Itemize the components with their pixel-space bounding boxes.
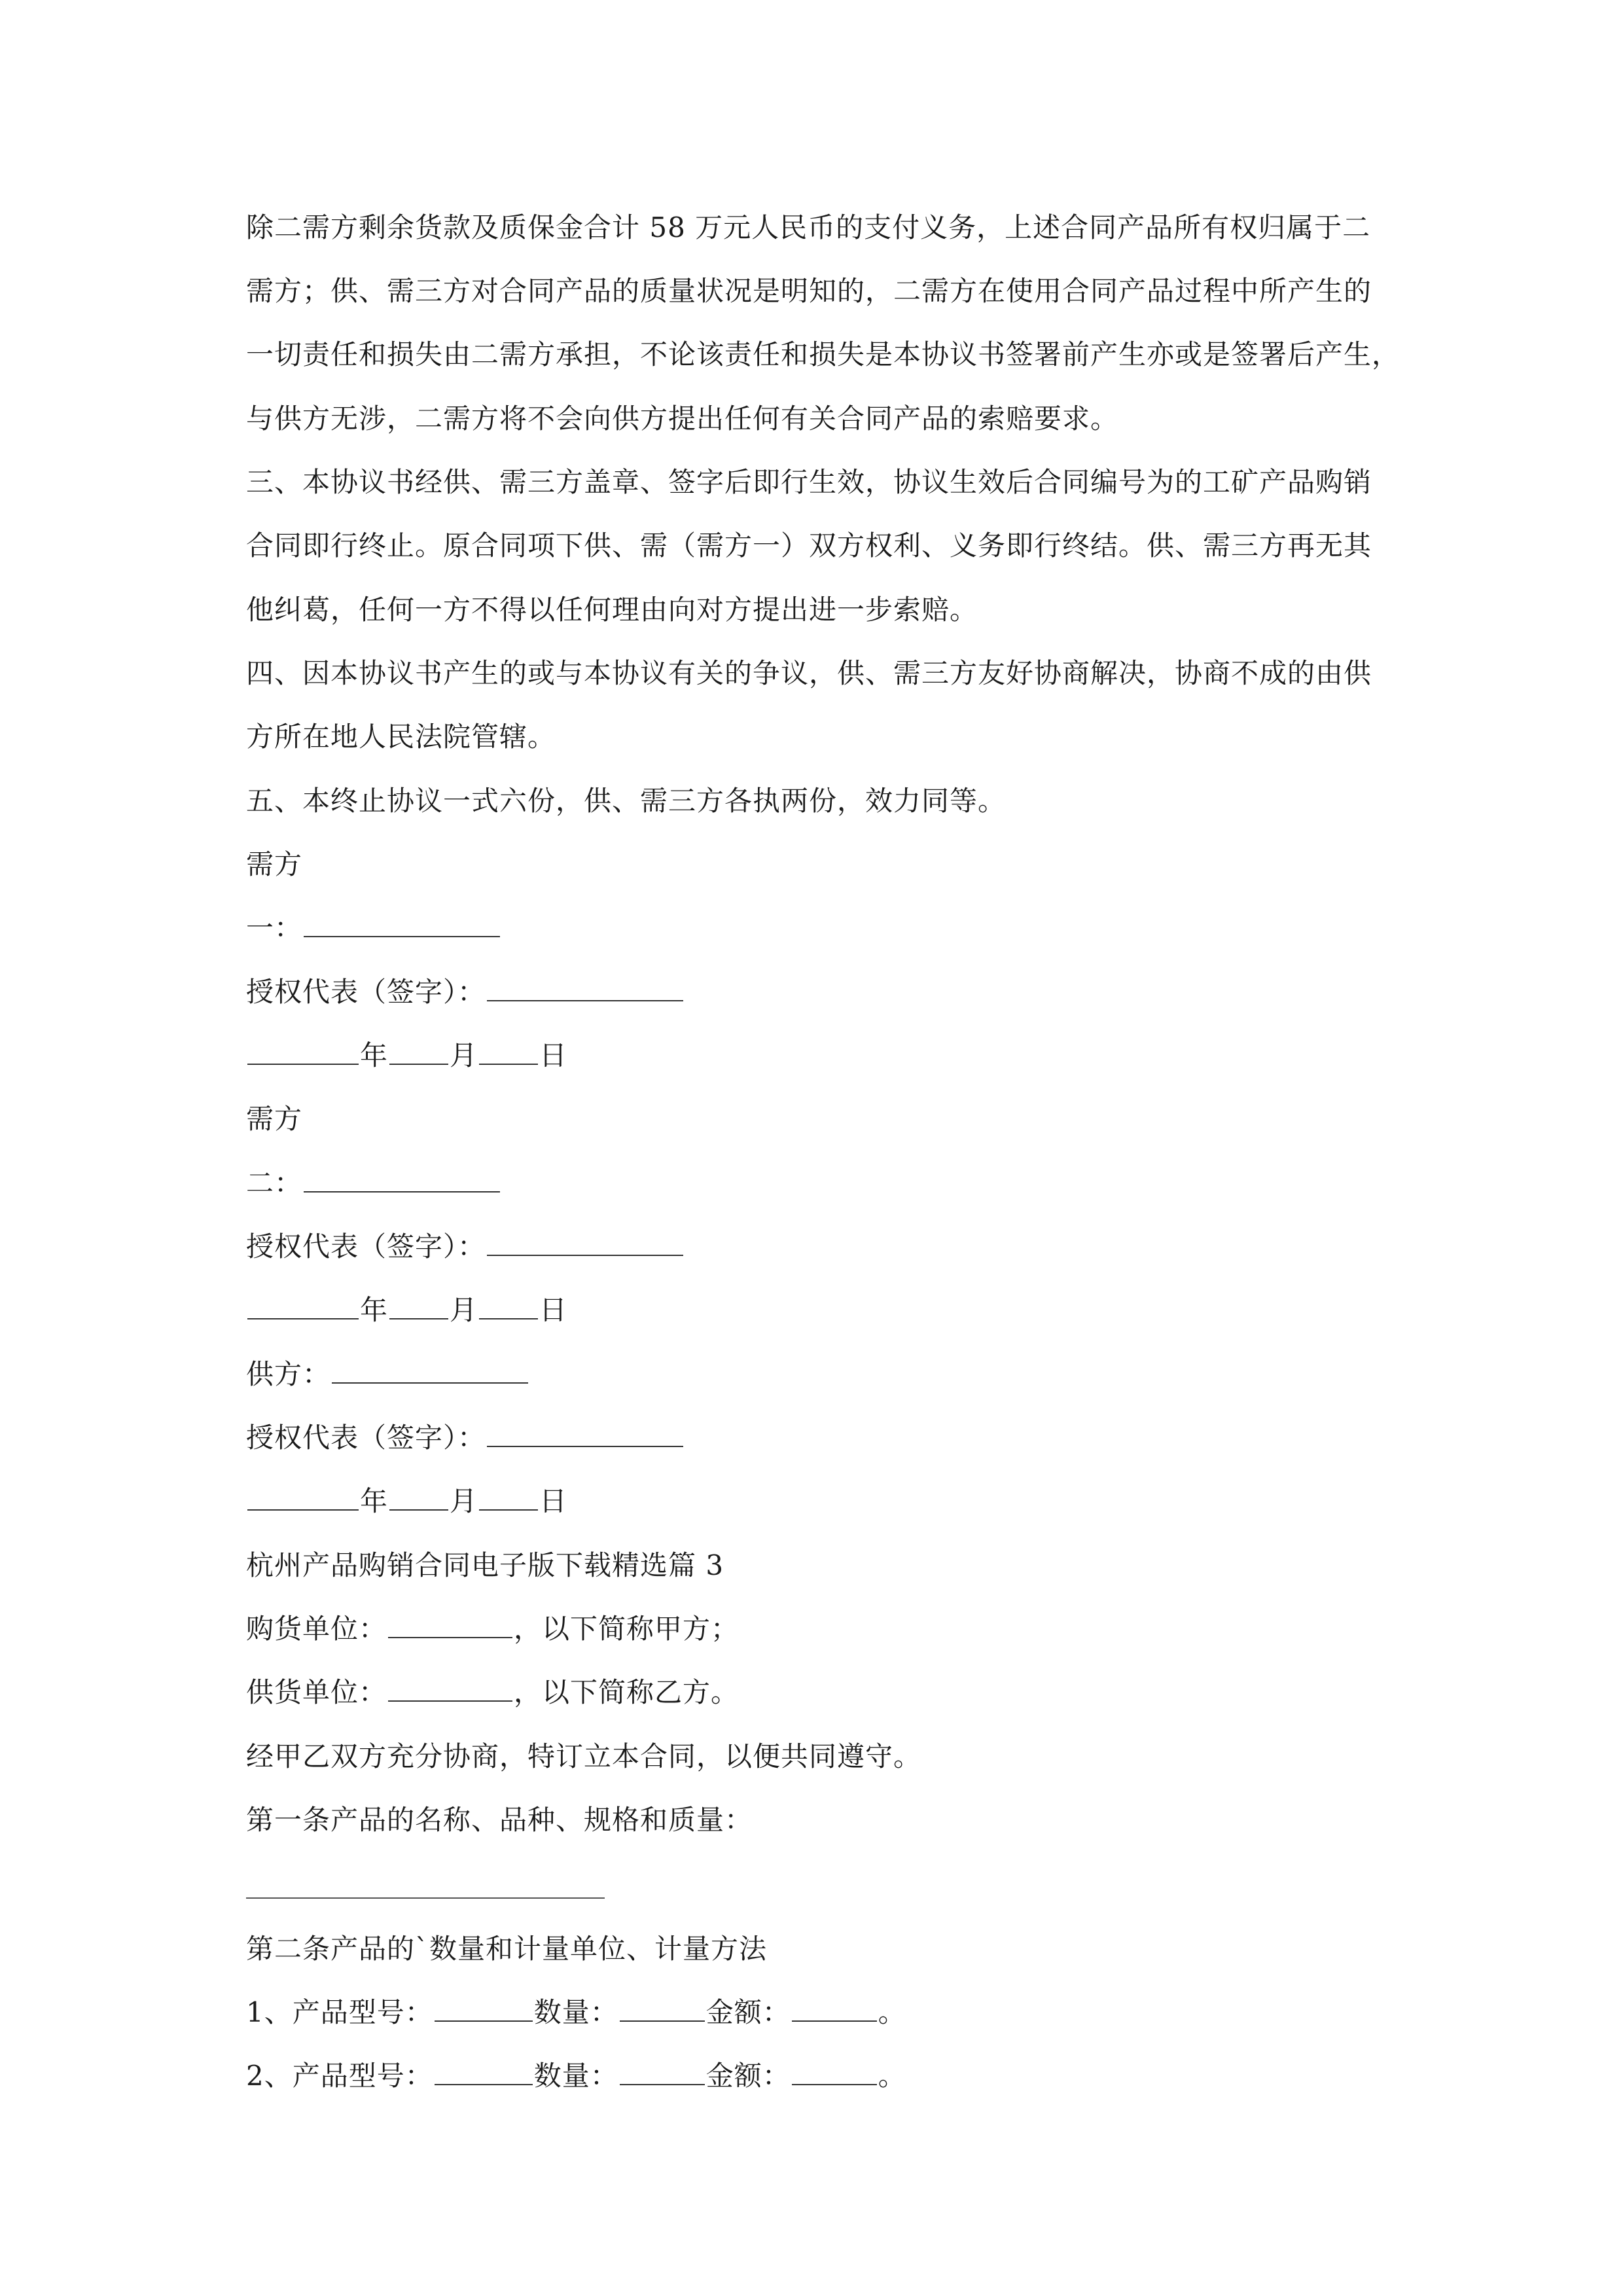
seller-day-blank[interactable] (479, 1483, 538, 1511)
buyer-unit-row (246, 1611, 739, 1647)
buyer-2-rep-row (246, 1229, 685, 1265)
seller-unit-label: 供货单位： (246, 1676, 387, 1708)
buyer-2-name-label: 二： (246, 1167, 303, 1199)
day-label: 日 (539, 1485, 568, 1517)
seller-name-row (246, 1356, 529, 1393)
seller-label: 供方： (246, 1358, 331, 1390)
year-label: 年 (360, 1485, 389, 1517)
buyer-1-day-blank[interactable] (479, 1037, 538, 1065)
item-2-model-label: 2、产品型号： (246, 2060, 433, 2092)
month-label: 月 (450, 1039, 478, 1071)
buyer-1-date-row (246, 1037, 567, 1074)
clause-3-line-2: 合同即行终止。原合同项下供、需（需方一）双方权利、义务即行终结。供、需三方再无其 (246, 529, 1372, 562)
buyer-2-date-row (246, 1292, 567, 1329)
buyer-unit-blank[interactable] (388, 1611, 512, 1638)
seller-name-blank[interactable] (332, 1356, 528, 1384)
buyer-2-signature-blank[interactable] (487, 1229, 683, 1256)
buyer-unit-suffix: ，以下简称甲方； (514, 1613, 740, 1645)
seller-signature-blank[interactable] (487, 1420, 683, 1447)
buyer-1-rep-row (246, 974, 685, 1011)
contract-intro: 经甲乙双方充分协商，特订立本合同，以便共同遵守。 (246, 1740, 922, 1772)
item-1-amount-blank[interactable] (792, 1994, 877, 2022)
clause-3-line-1: 三、本协议书经供、需三方盖章、签字后即行生效，协议生效后合同编号为的工矿产品购销 (246, 466, 1372, 498)
item-2-row (246, 2058, 906, 2094)
item-1-model-blank[interactable] (435, 1994, 533, 2022)
seller-date-row (246, 1483, 567, 1520)
item-1-row (246, 1994, 906, 2031)
buyer-2-day-blank[interactable] (479, 1292, 538, 1319)
article-1-blank-line[interactable] (246, 1897, 605, 1899)
item-1-qty-blank[interactable] (620, 1994, 705, 2022)
day-label: 日 (539, 1039, 568, 1071)
clause-4-line-2: 方所在地人民法院管辖。 (246, 721, 556, 753)
paragraph-2-line-1: 除二需方剩余货款及质保金合计 58 万元人民币的支付义务，上述合同产品所有权归属于二 (246, 211, 1371, 243)
buyer-1-year-blank[interactable] (247, 1037, 359, 1065)
year-label: 年 (360, 1039, 389, 1071)
item-2-qty-label: 数量： (533, 2060, 618, 2092)
buyer-2-month-blank[interactable] (389, 1292, 448, 1319)
article-1: 第一条产品的名称、品种、规格和质量： (246, 1804, 753, 1836)
buyer-2-label: 需方 (246, 1103, 303, 1135)
article-2: 第二条产品的`数量和计量单位、计量方法 (246, 1933, 768, 1965)
buyer-2-name-blank[interactable] (304, 1165, 500, 1193)
year-label: 年 (360, 1294, 389, 1326)
item-2-qty-blank[interactable] (620, 2058, 705, 2085)
section-heading: 杭州产品购销合同电子版下载精选篇 3 (246, 1549, 724, 1581)
paragraph-2-line-2: 需方；供、需三方对合同产品的质量状况是明知的，二需方在使用合同产品过程中所产生的 (246, 275, 1372, 307)
month-label: 月 (450, 1485, 478, 1517)
clause-3-line-3: 他纠葛，任何一方不得以任何理由向对方提出进一步索赔。 (246, 594, 978, 626)
item-2-model-blank[interactable] (435, 2058, 533, 2085)
seller-rep-label: 授权代表（签字）： (246, 1422, 486, 1454)
buyer-unit-label: 购货单位： (246, 1613, 387, 1645)
clause-5-line-1: 五、本终止协议一式六份，供、需三方各执两份，效力同等。 (246, 785, 1007, 817)
buyer-2-rep-label: 授权代表（签字）： (246, 1230, 486, 1263)
item-1-end: 。 (878, 1996, 906, 2028)
seller-unit-blank[interactable] (388, 1674, 512, 1702)
seller-rep-row (246, 1420, 685, 1456)
buyer-1-name-blank[interactable] (304, 910, 500, 937)
item-2-amount-blank[interactable] (792, 2058, 877, 2085)
clause-4-line-1: 四、因本协议书产生的或与本协议有关的争议，供、需三方友好协商解决，协商不成的由供 (246, 657, 1372, 689)
buyer-1-name-label: 一： (246, 912, 303, 944)
seller-unit-row (246, 1674, 739, 1711)
month-label: 月 (450, 1294, 478, 1326)
buyer-1-signature-blank[interactable] (487, 974, 683, 1001)
buyer-1-rep-label: 授权代表（签字）： (246, 976, 486, 1008)
buyer-1-month-blank[interactable] (389, 1037, 448, 1065)
item-1-amount-label: 金额： (705, 1996, 791, 2028)
seller-year-blank[interactable] (247, 1483, 359, 1511)
item-1-model-label: 1、产品型号： (246, 1996, 433, 2028)
buyer-2-name-row (246, 1165, 501, 1202)
seller-month-blank[interactable] (389, 1483, 448, 1511)
buyer-1-label: 需方 (246, 848, 303, 880)
buyer-1-name-row (246, 910, 501, 946)
paragraph-2-line-3: 一切责任和损失由二需方承担，不论该责任和损失是本协议书签署前产生亦或是签署后产生， (246, 338, 1400, 370)
item-2-amount-label: 金额： (705, 2060, 791, 2092)
buyer-2-year-blank[interactable] (247, 1292, 359, 1319)
item-2-end: 。 (878, 2060, 906, 2092)
seller-unit-suffix: ，以下简称乙方。 (514, 1676, 740, 1708)
item-1-qty-label: 数量： (533, 1996, 618, 2028)
day-label: 日 (539, 1294, 568, 1326)
paragraph-2-line-4: 与供方无涉，二需方将不会向供方提出任何有关合同产品的索赔要求。 (246, 403, 1119, 435)
